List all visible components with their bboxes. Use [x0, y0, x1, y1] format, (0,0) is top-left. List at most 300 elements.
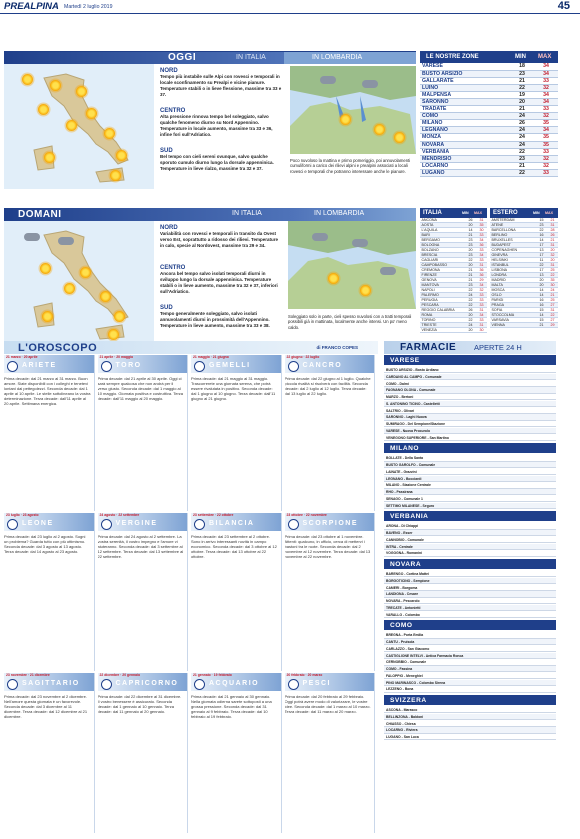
sun-icon — [64, 283, 75, 294]
pharmacy-name: CASTIGLIONE INTELVI - Antica Farmacia Ronca — [386, 653, 464, 658]
table-row — [420, 98, 558, 105]
max-temp: 35 — [534, 120, 558, 127]
pharmacy-row[interactable] — [384, 646, 556, 652]
table-row — [490, 323, 558, 328]
table-row — [420, 84, 558, 91]
cloud-storm-icon — [24, 233, 40, 241]
max-temp: 22 — [547, 273, 558, 278]
farmacie-list — [384, 355, 556, 839]
sign-text: Prima decade: dal 23 ottobre al 1 novembre. Attenti: qualcuno, in ufficio, cerca di mettervi i bastoni tra le ruote. Seconda decade: dal 2 novembre al 12 novembre. Terza decade: dal 13 novembre al 22 novembre. — [284, 534, 371, 560]
pharmacy-name: TRECATE - Antonietti — [386, 605, 421, 610]
farmacie-title: FARMACIE — [400, 342, 457, 353]
max-temp: 34 — [476, 313, 487, 318]
pharmacy-row[interactable] — [384, 544, 556, 550]
domani-lombardia-text: Soleggiato solo in parte, cieli spesso nuvolosi con a tratti temporali possibili già in mattinata, localmente anche intensi. Un po' meno caldo. — [288, 314, 412, 330]
min-temp: 26 — [465, 308, 476, 313]
sign-banner — [191, 513, 281, 531]
min-temp: 14 — [465, 228, 476, 233]
sign-name: ARIETE — [22, 362, 57, 369]
city-name: ROMA — [420, 313, 465, 318]
cloud-storm-icon — [320, 76, 336, 84]
pharmacy-row[interactable] — [384, 482, 556, 488]
city-name: PESCARA — [420, 303, 465, 308]
max-temp: 34 — [534, 98, 558, 105]
min-temp: 24 — [510, 141, 534, 148]
max-temp: 34 — [534, 91, 558, 98]
pharmacy-name: BREGNA - Porta Emilia — [386, 633, 424, 638]
max-temp: 21 — [547, 238, 558, 243]
horoscope-sign — [285, 513, 376, 671]
sign-banner — [285, 355, 375, 373]
min-temp: 26 — [510, 120, 534, 127]
min-temp: 21 — [510, 77, 534, 84]
pharmacy-row[interactable] — [384, 598, 556, 604]
min-temp: 22 — [510, 84, 534, 91]
sign-dates: 21 aprile · 20 maggio — [99, 355, 134, 359]
cloud-storm-icon — [58, 237, 74, 245]
table-row — [420, 120, 558, 127]
city-name: MALPENSA — [420, 91, 510, 98]
min-temp: 20 — [536, 283, 547, 288]
sign-dates: 22 giugno · 22 luglio — [286, 355, 320, 359]
min-temp: 21 — [465, 268, 476, 273]
pharmacy-name: SENAGO - Comunale 1 — [386, 496, 423, 501]
min-temp: 23 — [536, 223, 547, 228]
max-temp: 33 — [476, 233, 487, 238]
table-row — [420, 169, 558, 176]
city-name: VARSAVIA — [490, 318, 536, 323]
zodiac-icon — [7, 361, 18, 372]
zodiac-icon — [194, 519, 205, 530]
pharmacy-row[interactable] — [384, 503, 556, 509]
sign-banner — [4, 673, 94, 691]
sign-text: Prima decade: dal 21 maggio al 31 maggio. Trascorrerete una giornata serena, che potrà essere rivalutata in positivo. Seconda decade: dal 1 giugno al 10 giugno. Terza decade: dall'11 giugno al 21 giugno. — [191, 376, 276, 402]
horoscope-sign — [191, 355, 282, 511]
sign-banner — [285, 513, 375, 531]
horoscope-sign — [98, 355, 189, 511]
pharmacy-name: INTRA - Centrale — [386, 544, 413, 549]
max-temp: 33 — [534, 77, 558, 84]
max-temp: 35 — [547, 278, 558, 283]
city-name: LISBONA — [490, 268, 536, 273]
zodiac-icon — [194, 361, 205, 372]
sun-icon — [374, 124, 385, 135]
max-temp: 27 — [547, 303, 558, 308]
pharmacy-name: CHIASSO - Chiesa — [386, 721, 416, 726]
pharmacy-row[interactable] — [384, 666, 556, 672]
pharmacy-row[interactable] — [384, 435, 556, 441]
min-temp: 16 — [536, 298, 547, 303]
pharmacy-row[interactable] — [384, 673, 556, 679]
pharmacy-name: CANTU - Pruisola — [386, 640, 415, 644]
city-name: BRESCIA — [420, 253, 465, 258]
min-temp: 22 — [465, 298, 476, 303]
max-temp: 31 — [547, 308, 558, 313]
zodiac-icon — [288, 361, 299, 372]
pharmacy-row[interactable] — [384, 367, 556, 373]
city-name: PARIGI — [490, 298, 536, 303]
max-temp: 27 — [547, 318, 558, 323]
max-temp: 28 — [547, 228, 558, 233]
min-temp: 23 — [465, 283, 476, 288]
oroscopo-author: di FRANCO COPES — [316, 345, 358, 350]
horoscope-sign — [285, 355, 376, 511]
pharmacy-region-header: MILANO — [384, 443, 556, 453]
max-temp: 34 — [534, 127, 558, 134]
max-temp: 33 — [476, 248, 487, 253]
sign-dates: 20 febbraio · 20 marzo — [286, 673, 323, 677]
pharmacy-row[interactable] — [384, 721, 556, 727]
max-temp: 32 — [534, 84, 558, 91]
pharmacy-region-header: VERBANIA — [384, 511, 556, 521]
city-name: BUDAPEST — [490, 243, 536, 248]
max-temp: 34 — [476, 253, 487, 258]
sign-name: CANCRO — [302, 362, 343, 369]
city-name: REGGIO CALABRIA — [420, 308, 465, 313]
min-temp: 22 — [465, 303, 476, 308]
oggi-sud-heading: SUD — [160, 148, 173, 154]
sign-dates: 23 ottobre · 22 novembre — [286, 513, 327, 517]
pharmacy-row[interactable] — [384, 686, 556, 692]
pharmacy-name: ASCONA - Marasco — [386, 708, 418, 712]
oggi-centro-heading: CENTRO — [160, 108, 186, 114]
pharmacy-name: CARLAZZO - San Giacomo — [386, 646, 430, 651]
min-temp: 17 — [536, 243, 547, 248]
sign-name: PESCI — [302, 680, 332, 687]
min-temp: 20 — [465, 328, 476, 333]
max-temp: 25 — [547, 268, 558, 273]
sign-name: VERGINE — [115, 520, 158, 527]
pharmacy-row[interactable] — [384, 605, 556, 611]
sign-name: GEMELLI — [209, 362, 251, 369]
city-name: MONZA — [420, 134, 510, 141]
pharmacy-row[interactable] — [384, 476, 556, 482]
horoscope-sign — [191, 673, 282, 833]
pharmacy-row[interactable] — [384, 707, 556, 713]
table-row — [420, 134, 558, 141]
farmacie-header — [384, 341, 556, 354]
sun-icon — [114, 311, 125, 322]
sign-banner — [285, 673, 375, 691]
city-name: LUINO — [420, 84, 510, 91]
local-zones-title: LE NOSTRE ZONE — [426, 54, 479, 60]
horoscope-sign — [4, 355, 95, 511]
sun-icon — [110, 170, 121, 181]
city-name: BARI — [420, 233, 465, 238]
max-temp: 36 — [476, 268, 487, 273]
city-name: VARESE — [420, 63, 510, 70]
max-temp: 29 — [476, 278, 487, 283]
max-temp: 33 — [534, 148, 558, 155]
horoscope-sign — [98, 673, 189, 833]
city-name: TRIESTE — [420, 323, 465, 328]
pharmacy-row[interactable] — [384, 639, 556, 645]
max-temp: 33 — [476, 258, 487, 263]
min-temp: 22 — [536, 228, 547, 233]
sun-icon — [50, 80, 61, 91]
min-temp: 21 — [536, 323, 547, 328]
pharmacy-row[interactable] — [384, 394, 556, 400]
min-temp: 22 — [465, 288, 476, 293]
max-temp: 36 — [476, 273, 487, 278]
table-row — [420, 155, 558, 162]
horoscope-sign — [98, 513, 189, 671]
oggi-lombardia-tab[interactable]: IN LOMBARDIA — [284, 52, 416, 64]
pharmacy-name: CANNOBIO - Comunale — [386, 537, 424, 542]
sign-dates: 21 marzo · 20 aprile — [6, 355, 38, 359]
pharmacy-name: CARDANO AL CAMPO - Comunale — [386, 374, 442, 379]
max-temp: 20 — [547, 258, 558, 263]
max-temp: 35 — [534, 141, 558, 148]
pharmacy-row[interactable] — [384, 496, 556, 502]
sign-text: Prima decade: dal 22 dicembre al 31 dicembre. Il vostro benessere è assicurato. Seconda decade: dal 1 gennaio al 10 gennaio. Terza decade: dal 11 gennaio al 20 gennaio. — [97, 694, 182, 715]
horoscope-sign — [285, 673, 376, 833]
min-temp: 20 — [536, 278, 547, 283]
domani-sud-text: Tempo generalmente soleggiato, salvo isolati annuvolamenti diurni in prossimità dell'Appennino. Temperature in lieve aumento, massime tra 33 e 38. — [160, 311, 270, 328]
city-name: VIENNA — [490, 323, 536, 328]
min-temp: 13 — [536, 248, 547, 253]
min-temp: 23 — [465, 243, 476, 248]
pharmacy-row[interactable] — [384, 680, 556, 686]
oggi-label: OGGI — [168, 52, 197, 63]
min-temp: 22 — [465, 318, 476, 323]
oggi-title — [4, 52, 284, 64]
pharmacy-row[interactable] — [384, 414, 556, 420]
pharmacy-row[interactable] — [384, 734, 556, 740]
estero-grid — [490, 218, 558, 328]
sign-dates: 24 agosto · 22 settembre — [99, 513, 140, 517]
min-temp: 24 — [510, 134, 534, 141]
local-zones-grid — [420, 63, 558, 177]
pharmacy-name: LAINATE - Grazzini — [386, 469, 417, 474]
pharmacy-row[interactable] — [384, 537, 556, 543]
pharmacy-name: LOCARNO - Riviera — [386, 728, 418, 733]
max-temp: 34 — [476, 283, 487, 288]
max-temp: 32 — [534, 113, 558, 120]
max-temp: 32 — [534, 162, 558, 169]
min-temp: 15 — [536, 308, 547, 313]
min-temp: 19 — [510, 91, 534, 98]
estero-table — [490, 208, 558, 346]
page-number: 45 — [557, 0, 570, 12]
max-temp: 33 — [476, 293, 487, 298]
sign-dates: 23 settembre · 22 ottobre — [193, 513, 234, 517]
pharmacy-row[interactable] — [384, 585, 556, 591]
pharmacy-row[interactable] — [384, 489, 556, 495]
max-temp: 21 — [547, 293, 558, 298]
max-temp: 33 — [534, 169, 558, 176]
pharmacy-name: LUGANO - San Luca — [386, 735, 419, 739]
city-name: CAMPOBASSO — [420, 263, 465, 268]
pharmacy-name: VARESE - Nuova Procurolo — [386, 428, 431, 433]
pharmacy-row[interactable] — [384, 401, 556, 407]
sign-text: Prima decade: dal 23 novembre al 2 dicembre. Nell'amore questa giornata è un favorevole. Seconda decade: dal 3 dicembre al 11 dicembre. Terza decade: dal 12 dicembre al 21 dicembre. — [4, 694, 88, 720]
min-temp: 16 — [536, 233, 547, 238]
sun-icon — [44, 152, 55, 163]
city-name: ATENE — [490, 223, 536, 228]
sign-text: Prima decade: dal 21 aprile al 30 aprile. Oggi ci sarà sempre qualcosa che non andrà per il verso giusto. Seconda decade: dal 1 maggio al 10 maggio. Giornata positiva e costruttiva. Terza decade: dall'11 maggio al 20 maggio. — [97, 376, 184, 402]
domani-header — [4, 208, 416, 221]
pharmacy-region-header: SVIZZERA — [384, 695, 556, 705]
pharmacy-name: BOLLATE - Della Santa — [386, 456, 424, 461]
domani-label: DOMANI — [18, 209, 62, 220]
pharmacy-row[interactable] — [384, 612, 556, 618]
pharmacy-row[interactable] — [384, 659, 556, 665]
oggi-lombardia-text: Poco nuvoloso la mattina e primo pomeriggio, poi annuvolamenti cumuliformi a carico dei rilievi alpini e prealpini associati a locali rovesci e temporali che potranno interessare anche le pianure. — [290, 158, 411, 174]
local-zones-table — [420, 51, 558, 201]
tab-domani-lombardia[interactable]: IN LOMBARDIA — [314, 210, 365, 217]
city-name: CAGLIARI — [420, 258, 465, 263]
zodiac-icon — [7, 519, 18, 530]
city-name: MOSCA — [490, 288, 536, 293]
min-temp: 24 — [465, 323, 476, 328]
min-temp: 23 — [465, 253, 476, 258]
pharmacy-row[interactable] — [384, 727, 556, 733]
city-name: AOSTA — [420, 223, 465, 228]
min-temp: 20 — [510, 98, 534, 105]
min-temp: 21 — [510, 106, 534, 113]
city-name: NOVARA — [420, 141, 510, 148]
city-name: BERGAMO — [420, 238, 465, 243]
tab-oggi-italia[interactable]: IN ITALIA — [236, 53, 266, 61]
sun-icon — [76, 86, 87, 97]
sign-text: Prima decade: dal 22 giugno al 1 luglio. Qualche piccola rivalità si risolverà con facilità. Seconda decade: dal 2 luglio al 12 luglio. Terza decade: dal 13 luglio al 22 luglio. — [284, 376, 371, 397]
city-name: BARCELLONA — [490, 228, 536, 233]
max-temp: 33 — [476, 318, 487, 323]
pharmacy-row[interactable] — [384, 408, 556, 414]
sun-icon — [394, 132, 405, 143]
city-name: AMSTERDAM — [490, 218, 536, 223]
zodiac-icon — [101, 679, 112, 690]
city-name: BUSTO ARSIZIO — [420, 70, 510, 77]
min-temp: 22 — [536, 263, 547, 268]
sun-icon — [340, 114, 351, 125]
min-temp: 21 — [465, 273, 476, 278]
pharmacy-row[interactable] — [384, 462, 556, 468]
oggi-nord-text: Tempo più instabile sulle Alpi con rovesci e temporali in locale sconfinamento su Prealpi e vicine pianure. Temperature stabili o in lieve flessione, massime tra 33 e 37. — [160, 74, 282, 97]
pharmacy-name: ARONA - Di Chiappi — [386, 524, 419, 529]
pharmacy-name: BELLINZONA - Baldoni — [386, 714, 424, 719]
sign-name: TORO — [115, 362, 142, 369]
pharmacy-name: RHO - Passirana — [386, 490, 413, 494]
pharmacy-row[interactable] — [384, 387, 556, 393]
table-row — [420, 162, 558, 169]
city-name: LUGANO — [420, 169, 510, 176]
table-row — [420, 148, 558, 155]
sun-icon — [40, 263, 51, 274]
table-row — [420, 70, 558, 77]
city-name: BOLOGNA — [420, 243, 465, 248]
sun-icon — [22, 74, 33, 85]
domani-nord-text: Variabilità con rovesci e temporali in transito da Ovest verso Est, soprattutto a ridosso dei rilievi. Temperature in calo, specie al Nordovest, massime tra 29 e 34. — [160, 231, 278, 248]
sign-text: Prima decade: dal 21 gennaio al 30 gennaio. Nella giornata odierna sarete sottoposti a una grossa pressione. Seconda decade: dal 31 gennaio al 9 febbraio. Terza decade: dal 10 febbraio al 19 febbraio. — [191, 694, 272, 720]
min-temp: 17 — [536, 268, 547, 273]
tab-domani-italia[interactable]: IN ITALIA — [232, 210, 262, 217]
pharmacy-row[interactable] — [384, 381, 556, 387]
pharmacy-row[interactable] — [384, 578, 556, 584]
sign-dates: 21 maggio · 21 giugno — [193, 355, 229, 359]
pharmacy-name: S. ANTONINO TICINO - Castelletti — [386, 401, 440, 406]
city-name: CREMONA — [420, 268, 465, 273]
max-temp: 32 — [547, 253, 558, 258]
pharmacy-row[interactable] — [384, 374, 556, 380]
pharmacy-row[interactable] — [384, 428, 556, 434]
pharmacy-row[interactable] — [384, 653, 556, 659]
table-row — [420, 141, 558, 148]
max-temp: 35 — [534, 134, 558, 141]
horoscope-sign — [4, 513, 95, 671]
pharmacy-row[interactable] — [384, 714, 556, 720]
brand-logo: PREALPINA — [4, 1, 59, 12]
max-temp: 26 — [547, 233, 558, 238]
cloud-storm-icon — [362, 80, 378, 88]
city-name: LOCARNO — [420, 162, 510, 169]
min-temp: 26 — [465, 218, 476, 223]
pharmacy-name: COMO - Fassina — [386, 667, 413, 671]
city-name: TRADATE — [420, 106, 510, 113]
sun-icon — [86, 108, 97, 119]
pharmacy-row[interactable] — [384, 591, 556, 597]
pharmacy-name: FALOPPIO - Meneghiel — [386, 673, 423, 678]
farmacie-subtitle: APERTE 24 H — [474, 343, 522, 352]
zodiac-icon — [7, 679, 18, 690]
oggi-forecast-text — [160, 68, 282, 178]
min-label: MIN — [533, 211, 540, 215]
min-temp: 24 — [510, 113, 534, 120]
max-temp: 34 — [534, 63, 558, 70]
city-name: L'AQUILA — [420, 228, 465, 233]
pharmacy-row[interactable] — [384, 571, 556, 577]
max-temp: 33 — [476, 298, 487, 303]
pharmacy-name: NOVARA - Pescarolo — [386, 599, 420, 603]
pharmacy-row[interactable] — [384, 469, 556, 475]
pharmacy-row[interactable] — [384, 523, 556, 529]
pharmacy-row[interactable] — [384, 550, 556, 556]
min-temp: 20 — [465, 313, 476, 318]
min-temp: 14 — [536, 288, 547, 293]
min-temp: 14 — [536, 293, 547, 298]
sign-name: SAGITTARIO — [22, 680, 80, 687]
table-row — [420, 113, 558, 120]
pharmacy-name: PINO MARINASCO - Colombo Sirena — [386, 680, 446, 685]
italia-table — [420, 208, 487, 346]
sun-icon — [104, 128, 115, 139]
pharmacy-name: LANDIONA - Cesare — [386, 592, 419, 597]
min-temp: 14 — [536, 313, 547, 318]
pharmacy-row[interactable] — [384, 455, 556, 461]
pharmacy-row[interactable] — [384, 530, 556, 536]
city-name: SOFIA — [490, 308, 536, 313]
max-temp: 22 — [547, 313, 558, 318]
sign-banner — [98, 513, 188, 531]
pharmacy-row[interactable] — [384, 421, 556, 427]
min-temp: 18 — [510, 63, 534, 70]
oggi-nord-heading: NORD — [160, 68, 178, 74]
max-temp: 25 — [547, 298, 558, 303]
pharmacy-row[interactable] — [384, 632, 556, 638]
max-temp: 34 — [476, 238, 487, 243]
oroscopo-header — [4, 341, 378, 354]
city-name: PRAGA — [490, 303, 536, 308]
pharmacy-name: SUMIRAGO - Del Sempione/Stazione — [386, 422, 445, 426]
lombardia-relief-svg — [288, 221, 416, 309]
max-temp: 31 — [476, 218, 487, 223]
pharmacy-name: BAVENO - Esser — [386, 531, 413, 535]
max-temp: 31 — [547, 223, 558, 228]
city-name: GALLARATE — [420, 77, 510, 84]
max-temp: 24 — [547, 288, 558, 293]
city-name: GENOVA — [420, 278, 465, 283]
